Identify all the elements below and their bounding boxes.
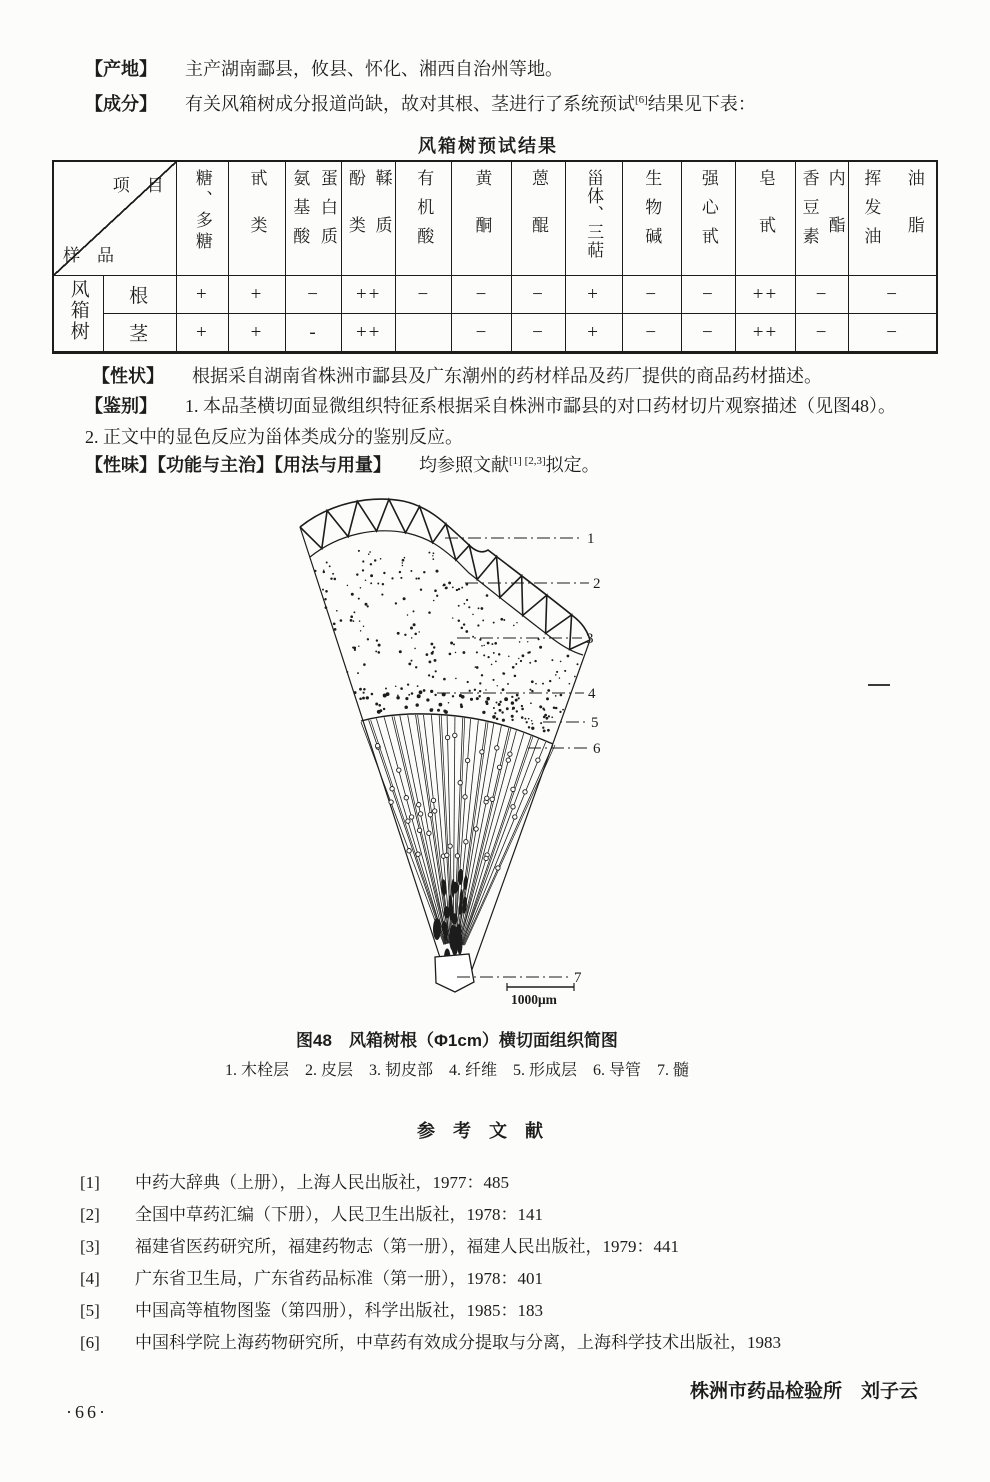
figure-callout-5: 5 (591, 715, 599, 731)
composition-text-tail: 结果见下表： (647, 94, 756, 114)
column-header: 有机酸 (396, 161, 452, 276)
figure-drawing (300, 499, 590, 992)
figure-callout-3: 3 (586, 631, 594, 647)
table-cell: + (176, 314, 228, 353)
table-cell: ++ (735, 314, 795, 353)
table-cell: ++ (342, 276, 396, 314)
character-label: 【性状】 (92, 366, 164, 386)
table-cell: ++ (735, 276, 795, 314)
column-header: 甙类 (228, 161, 285, 276)
properties-line (85, 451, 600, 477)
reference-number: [4] (80, 1269, 100, 1288)
reference-text: 福建省医药研究所，福建药物志（第一册），福建人民出版社，1979：441 (135, 1237, 679, 1256)
composition-label: 【成分】 (85, 94, 157, 114)
reference-text: 广东省卫生局，广东省药品标准（第一册），1978：401 (135, 1269, 543, 1288)
figure-callout-1: 1 (587, 531, 595, 547)
origin-label: 【产地】 (85, 59, 157, 79)
character-text: 根据采自湖南省株洲市酃县及广东潮州的药材样品及药厂提供的商品药材描述。 (192, 366, 822, 386)
table-cell: + (565, 314, 622, 353)
table-cell: − (849, 314, 937, 353)
column-header: 甾体、三萜 (565, 161, 622, 276)
column-header: 挥发油 油脂 (849, 161, 937, 276)
table-cell: − (396, 276, 452, 314)
table-title: 风箱树预试结果 (418, 136, 558, 156)
reference-number: [1] (80, 1173, 100, 1192)
reference-item (80, 1168, 509, 1193)
properties-text: 均参照文献 (419, 455, 509, 475)
table-cell: − (622, 276, 681, 314)
reference-number: [5] (80, 1301, 100, 1320)
table-cell: − (849, 276, 937, 314)
properties-text-tail: 拟定。 (545, 455, 600, 475)
table-cell: + (228, 314, 285, 353)
table-cell: − (452, 314, 512, 353)
figure-callout-4: 4 (588, 686, 596, 702)
character-line (92, 362, 822, 388)
figure-legend: 1. 木栓层 2. 皮层 3. 韧皮部 4. 纤维 5. 形成层 6. 导管 7. 髓 (224, 1062, 689, 1079)
figure-caption: 图48 风箱树根（Φ1cm）横切面组织简图 (296, 1031, 618, 1050)
column-header: 生物碱 (622, 161, 681, 276)
corner-top-label: 项 目 (112, 176, 164, 195)
properties-labels: 【性味】【功能与主治】【用法与用量】 (85, 455, 391, 475)
reference-item (80, 1200, 543, 1225)
identification-label: 【鉴别】 (85, 396, 157, 416)
figure-callout-7: 7 (574, 970, 582, 986)
table-cell: − (286, 276, 342, 314)
composition-text: 有关风箱树成分报道尚缺，故对其根、茎进行了系统预试 (185, 94, 635, 114)
table-cell: − (512, 276, 565, 314)
identification-line-1 (85, 392, 896, 418)
reference-text: 中国高等植物图鉴（第四册），科学出版社，1985：183 (135, 1301, 543, 1320)
column-header: 强心甙 (681, 161, 735, 276)
table-cell: + (176, 276, 228, 314)
table-cell: − (681, 314, 735, 353)
scan-artifact-mark (868, 684, 890, 686)
table-cell: + (565, 276, 622, 314)
row-label: 茎 (103, 314, 176, 353)
origin-line (85, 55, 563, 81)
table-cell: − (512, 314, 565, 353)
table-cell: − (452, 276, 512, 314)
table-cell (396, 314, 452, 353)
pretest-results-table (52, 160, 938, 354)
table-cell: − (681, 276, 735, 314)
figure-callout-2: 2 (593, 576, 601, 592)
column-header: 黄酮 (452, 161, 512, 276)
identification-line-2 (85, 423, 463, 449)
scale-bar-label: 1000μm (511, 992, 557, 1007)
table-cell: - (286, 314, 342, 353)
column-header: 酚类 鞣质 (342, 161, 396, 276)
table-cell: + (228, 276, 285, 314)
reference-item (80, 1232, 679, 1257)
table-cell: − (622, 314, 681, 353)
origin-text: 主产湖南酃县，攸县、怀化、湘西自治州等地。 (185, 59, 563, 79)
identification-item-2: 2. 正文中的显色反应为甾体类成分的鉴别反应。 (85, 427, 463, 447)
header-row (53, 161, 937, 276)
reference-text: 中药大辞典（上册），上海人民出版社，1977：485 (135, 1173, 509, 1192)
reference-superscript: [6] (635, 94, 648, 106)
references-heading: 参 考 文 献 (417, 1121, 543, 1141)
column-header: 糖、多糖 (176, 161, 228, 276)
reference-item (80, 1264, 543, 1289)
composition-line (85, 90, 756, 116)
reference-text: 全国中草药汇编（下册），人民卫生出版社，1978：141 (135, 1205, 543, 1224)
root-cross-section-figure (285, 495, 630, 1020)
table-cell: − (796, 276, 849, 314)
column-header: 氨基酸 蛋白质 (286, 161, 342, 276)
table-cell: ++ (342, 314, 396, 353)
column-header: 蒽醌 (512, 161, 565, 276)
column-header: 香豆素 内酯 (796, 161, 849, 276)
institution-credit: 株洲市药品检验所 刘子云 (689, 1381, 918, 1402)
page-number: ·66· (66, 1402, 108, 1422)
row-group-label: 风箱树 (53, 276, 103, 353)
reference-item (80, 1328, 781, 1353)
reference-number: [2] (80, 1205, 100, 1224)
reference-number: [6] (80, 1333, 100, 1352)
identification-item-1: 1. 本品茎横切面显微组织特征系根据采自株洲市酃县的对口药材切片观察描述（见图48）。 (185, 396, 896, 416)
reference-item (80, 1296, 543, 1321)
corner-header (53, 161, 176, 276)
reference-text: 中国科学院上海药物研究所，中草药有效成分提取与分离，上海科学技术出版社，1983 (135, 1333, 781, 1352)
table-row-root (53, 276, 937, 314)
table-cell: − (796, 314, 849, 353)
reference-number: [3] (80, 1237, 100, 1256)
figure-callout-6: 6 (593, 741, 601, 757)
corner-bottom-label: 样 品 (63, 246, 114, 265)
row-label: 根 (103, 276, 176, 314)
table-row-stem (53, 314, 937, 353)
column-header: 皂甙 (735, 161, 795, 276)
reference-superscript: [1] [2,3] (509, 455, 546, 467)
